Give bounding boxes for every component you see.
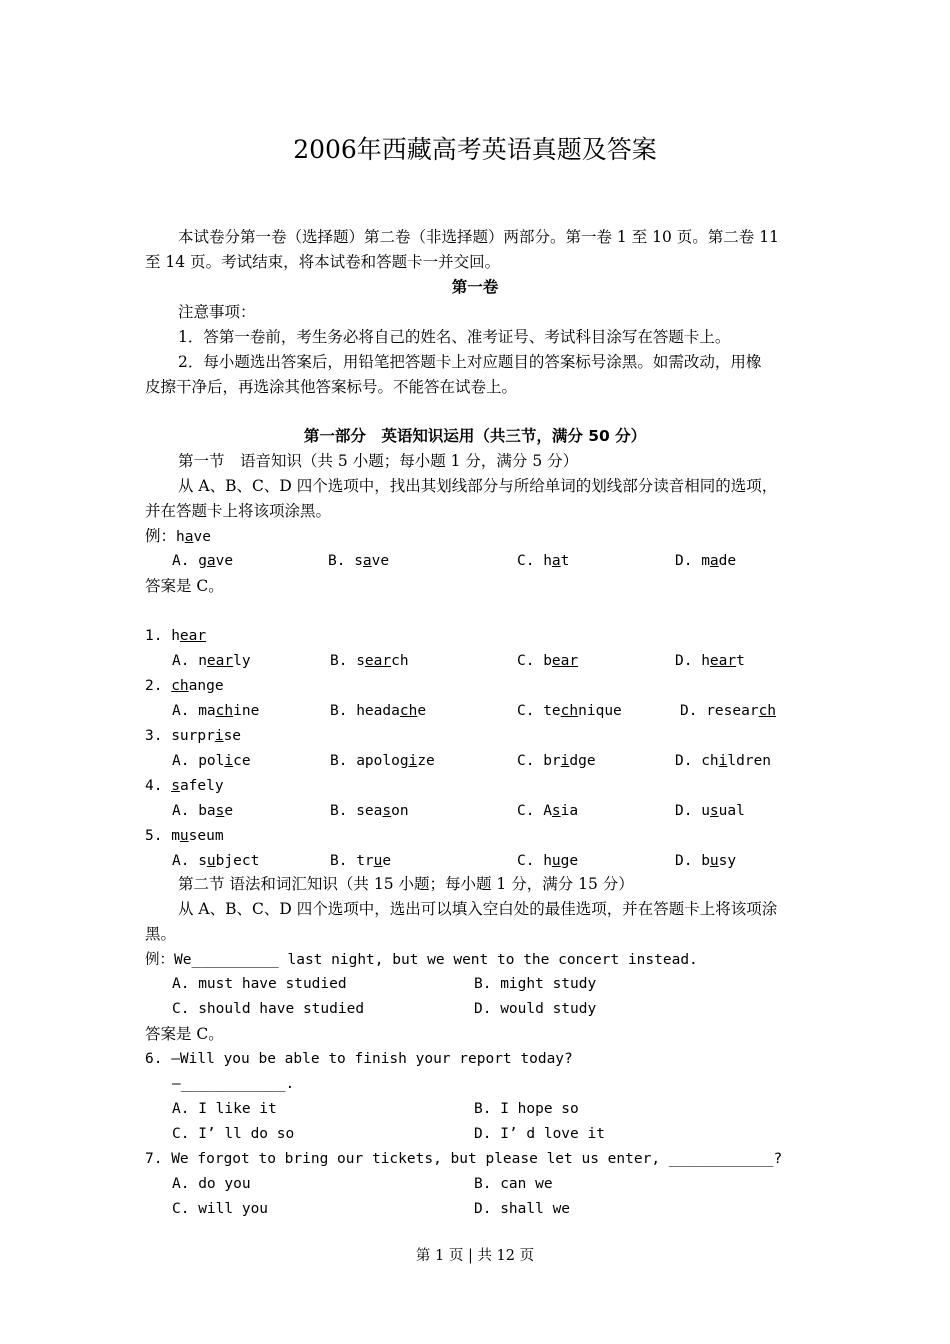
option-d: D. I’ d love it: [474, 1126, 605, 1142]
notice-item-1: 1．答第一卷前，考生务必将自己的姓名、准考证号、考试科目涂写在答题卡上。: [178, 328, 731, 346]
example-stem: 例：We__________ last night, but we went to the concert instead.: [145, 952, 698, 968]
option-a: A. gave: [172, 553, 234, 569]
option-d: D. shall we: [474, 1201, 571, 1217]
question-stem: 7. We forgot to bring our tickets, but please let us enter, ____________?: [145, 1151, 783, 1167]
option-b: B. search: [330, 653, 409, 669]
intro-line-1: 本试卷分第一卷（选择题）第二卷（非选择题）两部分。第一卷 1 至 10 页。第二卷 11: [178, 228, 779, 246]
option-b: B. apologize: [330, 753, 435, 769]
option-a: A. must have studied: [172, 976, 347, 992]
option-c: C. I’ ll do so: [172, 1126, 295, 1142]
option-d: D. would study: [474, 1001, 597, 1017]
question-word: 1. hear: [145, 628, 207, 644]
option-b: B. might study: [474, 976, 597, 992]
option-d: D. heart: [675, 653, 745, 669]
section-instructions: 从 A、B、C、D 四个选项中，找出其划线部分与所给单词的划线部分读音相同的选项，: [178, 477, 778, 495]
section-heading: 第一节 语音知识（共 5 小题；每小题 1 分，满分 5 分）: [178, 452, 579, 470]
notice-item-2-cont: 皮擦干净后，再选涂其他答案标号。不能答在试卷上。: [145, 378, 518, 396]
question-reply: —____________.: [172, 1076, 295, 1092]
option-a: A. nearly: [172, 653, 251, 669]
option-b: B. can we: [474, 1176, 553, 1192]
option-c: C. huge: [517, 853, 579, 869]
question-stem: 6. —Will you be able to finish your report today?: [145, 1051, 573, 1067]
option-b: B. season: [330, 803, 409, 819]
section-heading: 第二节 语法和词汇知识（共 15 小题；每小题 1 分，满分 15 分）: [178, 875, 634, 893]
option-d: D. made: [675, 553, 737, 569]
question-word: 3. surprise: [145, 728, 242, 744]
page-footer: 第 1 页 | 共 12 页: [415, 1248, 535, 1264]
question-word: 4. safely: [145, 778, 224, 794]
option-a: A. police: [172, 753, 251, 769]
notice-heading: 注意事项：: [178, 303, 256, 321]
option-a: A. machine: [172, 703, 260, 719]
option-d: D. usual: [675, 803, 745, 819]
question-word: 5. museum: [145, 828, 224, 844]
option-c: C. bear: [517, 653, 579, 669]
option-b: B. save: [328, 553, 390, 569]
example-answer: 答案是 C。: [145, 577, 224, 595]
section-instructions-cont: 黑。: [145, 925, 177, 943]
example-label: 例：: [145, 527, 177, 545]
example-word: 例：have: [145, 527, 211, 545]
option-a: A. base: [172, 803, 234, 819]
option-a: A. subject: [172, 853, 260, 869]
section-instructions: 从 A、B、C、D 四个选项中，选出可以填入空白处的最佳选项，并在答题卡上将该项涂: [178, 900, 778, 918]
option-c: C. technique: [517, 703, 622, 719]
option-b: B. I hope so: [474, 1101, 579, 1117]
option-d: D. research: [680, 703, 777, 719]
option-b: B. headаche: [330, 703, 427, 719]
option-c: C. bridge: [517, 753, 596, 769]
option-d: D. children: [675, 753, 772, 769]
part-heading: 第一部分 英语知识运用（共三节，满分 50 分）: [303, 427, 647, 445]
section-instructions-cont: 并在答题卡上将该项涂黑。: [145, 502, 332, 520]
intro-line-2: 至 14 页。考试结束，将本试卷和答题卡一并交回。: [145, 253, 501, 271]
option-a: A. I like it: [172, 1101, 277, 1117]
volume-heading: 第一卷: [451, 278, 499, 296]
option-c: C. will you: [172, 1201, 269, 1217]
notice-item-2: 2．每小题选出答案后，用铅笔把答题卡上对应题目的答案标号涂黑。如需改动，用橡: [178, 353, 762, 371]
example-answer: 答案是 C。: [145, 1025, 224, 1043]
question-word: 2. change: [145, 678, 224, 694]
option-b: B. true: [330, 853, 392, 869]
option-c: C. hat: [517, 553, 570, 569]
option-d: D. busy: [675, 853, 737, 869]
option-c: C. should have studied: [172, 1001, 365, 1017]
page-title: 2006年西藏高考英语真题及答案: [293, 135, 657, 164]
option-a: A. do you: [172, 1176, 251, 1192]
option-c: C. Asia: [517, 803, 579, 819]
